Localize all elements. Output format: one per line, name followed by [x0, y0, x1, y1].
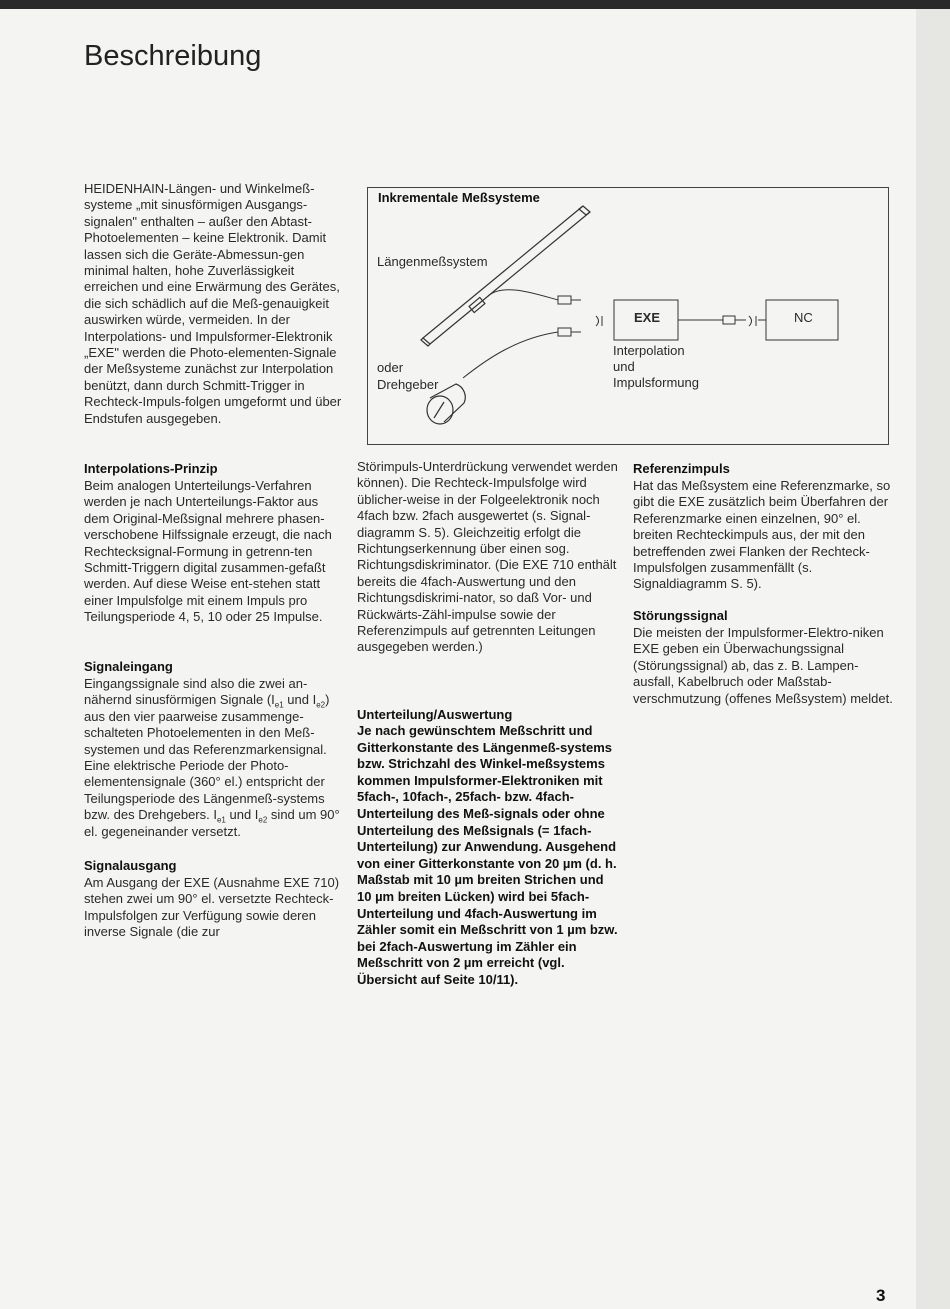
paragraph-reference-pulse: Hat das Meßsystem eine Referenzmarke, so gibt die EXE zusätzlich beim Überfahren der Referenzmarke einen einzelnen, 90° el. breiten Rechteckimpuls aus, der mit den betreffenden zwei Flanken der Rechteck-Impulsfolgen zusammenfällt (s. Signaldiagramm S. 5).: [633, 478, 891, 592]
exe-box-label: EXE: [634, 310, 661, 325]
paragraph-signal-input: Eingangssignale sind also die zwei an-nähernd sinusförmigen Signale ($I_{e1}$ und $I_{e2}$) aus den vier paarweise zusammenge-schalteten Photoelementen in den Meß-systemen und das Referenzmarkensignal. Eine elektrische Periode der Photo-elementensignale (360° el.) entspricht der Teilungsperiode des Längenmeß-systems bzw. des Drehgebers. $I_{e1}$ und $I_{e2}$ sind um 90° el. gegeneinander versetzt.: [84, 676, 340, 839]
page-title: Beschreibung: [84, 40, 262, 72]
intro-paragraph: HEIDENHAIN-Längen- und Winkelmeß-systeme „mit sinusförmigen Ausgangs-signalen" enthalten – außer den Abtast-Photoelementen – keine Elektronik. Damit lassen sich die Geräte-Abmessun-gen minimal halten, hohe Zuverlässigkeit erreichen und eine Erwärmung des Gerätes, die sich schädlich auf die Meß-genauigkeit auswirken würde, vermeiden. In der Interpolations- und Impulsformer-Elektronik „EXE" werden die Photo-elementen-Signale der Meßsysteme zunächst zur Interpolation benützt, dann durch Schmitt-Trigger in Rechteck-Impuls-folgen umgeformt und über Endstufen ausgegeben.: [84, 181, 342, 426]
nc-box-label: NC: [794, 310, 813, 325]
heading-reference-pulse: Referenzimpuls: [633, 461, 730, 476]
paragraph-subdivision: Je nach gewünschtem Meßschritt und Gitterkonstante des Längenmeß-systems bzw. Strichzahl des Winkel-meßsystems kommen Impulsformer-Elektroniken mit 5fach-, 10fach-, 25fach- bzw. 4fach-Unterteilung des Meß-signals oder ohne Unterteilung des Meßsignals (= 1fach-Unterteilung) zur Anwendung. Ausgehend von einer Gitterkonstante von 20 µm (d. h. Maßstab mit 10 µm breiten Strichen und 10 µm breiten Lücken) wird bei 5fach-Unterteilung und 4fach-Auswertung im Zähler somit ein Meßschritt von 1 µm bzw. bei 2fach-Auswertung im Zähler ein Meßschritt von 2 µm erreicht (vgl. Übersicht auf Seite 10/11).: [357, 723, 618, 987]
linear-encoder-label: Längenmeßsystem: [377, 254, 488, 269]
exe-caption-line-2: und: [613, 359, 635, 374]
page-number: 3: [876, 1286, 886, 1305]
heading-fault-signal: Störungssignal: [633, 608, 728, 623]
heading-signal-output: Signalausgang: [84, 858, 177, 873]
rotary-encoder-label: Drehgeber: [377, 377, 439, 392]
paragraph-interpolation: Beim analogen Unterteilungs-Verfahren werden je nach Unterteilungs-Faktor aus dem Original-Meßsignal mehrere phasen-verschobene Hilfssignale erzeugt, die nach Rechtecksignal-Formung in getrenn-ten Schmitt-Triggern digital zusammen-gefaßt werden. Auf diese Weise ent-stehen statt einer Impulsfolge mit einem Impuls pro Teilungsperiode 4, 5, 10 oder 25 Impulse.: [84, 478, 332, 625]
or-label: oder: [377, 360, 404, 375]
heading-interpolation: Interpolations-Prinzip: [84, 461, 218, 476]
page-top-border: [0, 0, 950, 9]
paragraph-signal-output: Am Ausgang der EXE (Ausnahme EXE 710) stehen zwei um 90° el. versetzte Rechteck-Impulsfolgen zur Verfügung sowie deren inverse Signale (die zur: [84, 875, 340, 940]
paragraph-fault-signal: Die meisten der Impulsformer-Elektro-niken EXE geben ein Überwachungssignal (Störungssignal) ab, das z. B. Lampen-ausfall, Kabelbruch oder Maßstab-verschmutzung (offenes Meßsystem) meldet.: [633, 625, 893, 706]
exe-caption-line-3: Impulsformung: [613, 375, 699, 390]
exe-caption-line-1: Interpolation: [613, 343, 685, 358]
diagram-title: Inkrementale Meßsysteme: [378, 190, 540, 205]
linear-encoder-icon: [421, 206, 590, 346]
heading-signal-input: Signaleingang: [84, 659, 173, 674]
heading-subdivision: Unterteilung/Auswertung: [357, 707, 513, 722]
page-right-edge: [916, 9, 950, 1309]
system-diagram: [367, 187, 889, 445]
paragraph-continued: Störimpuls-Unterdrückung verwendet werden können). Die Rechteck-Impulsfolge wird üblicher-weise in der Folgeelektronik noch 4fach bzw. 2fach ausgewertet (s. Signal-diagramm S. 5). Gleichzeitig erfolgt die Richtungserkennung über einen sog. Richtungsdiskriminator. (Die EXE 710 enthält bereits die 4fach-Auswertung und den Richtungsdiskrimi-nator, so daß Vor- und Rückwärts-Zähl-impulse sowie der Referenzimpuls auf getrennten Leitungen ausgegeben werden.): [357, 459, 618, 655]
